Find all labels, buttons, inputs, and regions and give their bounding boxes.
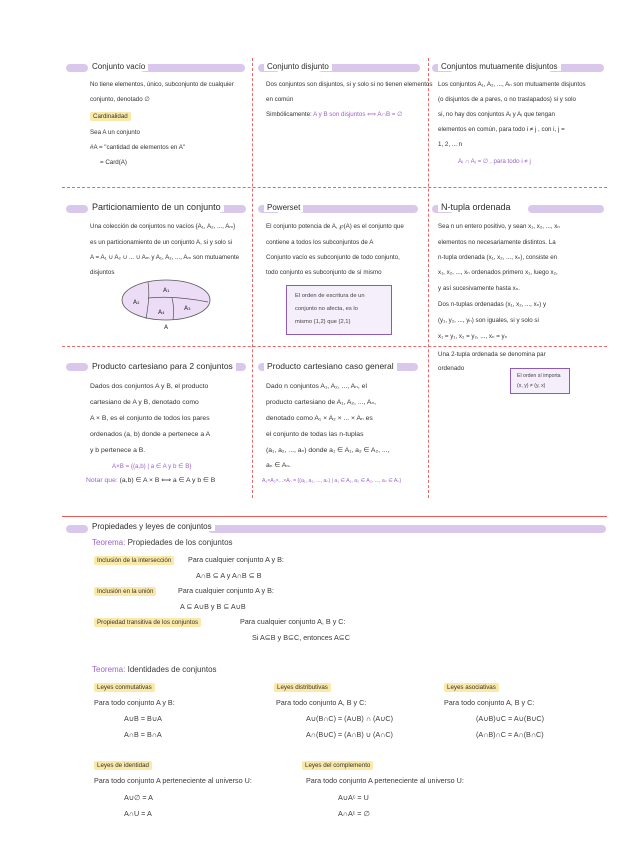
title-accent-bar (300, 205, 418, 213)
text-line: Dado n conjuntos A₁, A₂, ..., Aₙ, el (266, 383, 367, 390)
text-line: Dos conjuntos son disjuntos, si y solo si no tienen elementos (266, 81, 433, 88)
text-line (266, 110, 403, 119)
law-text: Para todo conjunto A, B y C: (276, 698, 367, 707)
note-line: conjunto no afecta, es lo (295, 306, 358, 312)
text-line: y b pertenece a B. (90, 447, 146, 454)
partition-label: A₃ (184, 305, 191, 312)
partition-diagram (118, 276, 214, 332)
formula: Aᵢ ∩ Aⱼ = ∅ , para todo i ≠ j (458, 158, 531, 165)
law-formula: A∪∅ = A (124, 793, 153, 802)
text-line: No tiene elementos, único, subconjunto de cualquier (90, 81, 234, 88)
text-line: elementos en común, para todo i ≠ j , con i, j = (438, 126, 565, 133)
law-label-highlight: Leyes de identidad (94, 761, 152, 770)
partition-label: A₂ (133, 299, 140, 306)
symbolic-formula: A y B son disjuntos ⟺ A∩B = ∅ (313, 111, 403, 118)
text-line: conjunto, denotado ∅ (90, 96, 150, 103)
notar-formula: (a,b) ∈ A × B ⟺ a ∈ A y b ∈ B (119, 477, 216, 484)
text-line: x₁ = y₁, x₂ = y₂, ..., xₙ = yₙ (438, 333, 508, 340)
text-line: (o disjuntos de a pares, o no traslapados) si y solo (438, 96, 576, 103)
law-formula: A∪(B∩C) = (A∪B) ∩ (A∪C) (306, 714, 394, 723)
text-line: A × B, es el conjunto de todos los pares (90, 415, 210, 422)
title-accent-bar (318, 64, 420, 72)
card-title: Producto cartesiano para 2 conjuntos (89, 361, 236, 371)
note-line: El orden de escritura de un (295, 293, 365, 299)
law-label-highlight: Leyes conmutativas (94, 683, 155, 692)
row-divider-2 (62, 346, 607, 347)
law-label-highlight: Propiedad transitiva de los conjuntos (94, 618, 201, 627)
symbolic-label: Simbólicamente: (266, 111, 312, 118)
text-line: todo conjunto es subconjunto de sí mismo (266, 269, 382, 276)
law-text: Para todo conjunto A perteneciente al universo U: (94, 776, 252, 785)
law-formula: A ⊆ A∪B y B ⊆ A∪B (180, 602, 246, 611)
card-title: N-tupla ordenada (438, 202, 514, 212)
text-line: cartesiano de A y B, denotado como (90, 399, 199, 406)
card-title: Producto cartesiano caso general (264, 361, 397, 371)
teorema-title: Propiedades de los conjuntos (127, 538, 233, 547)
law-formula: (A∪B)∪C = A∪(B∪C) (476, 714, 544, 723)
law-text: Para cualquier conjunto A, B y C: (240, 617, 346, 626)
law-formula: A∩B = B∩A (124, 730, 162, 739)
row-divider-1 (62, 187, 607, 188)
text-line: n-tupla ordenada (x₁, x₂, ..., xₙ), consiste en (438, 254, 558, 261)
text-line: x₁, x₂, ..., xₙ ordenados primero x₁, luego x₂, (438, 269, 558, 276)
text-line: Sea n un entero positivo, y sean x₁, x₂, ..., xₙ (438, 223, 560, 230)
subheading-highlight: Cardinalidad (90, 112, 131, 121)
text-line: ordenados (a, b) donde a pertenece a A (90, 431, 211, 438)
text-line: Una 2-tupla ordenada se denomina par (438, 351, 546, 358)
note-box (286, 285, 392, 335)
text-line: El conjunto potencia de A, ℘(A) es el conjunto que (266, 223, 404, 230)
law-formula: A∪Aᶜ = U (338, 793, 369, 802)
text-line: denotado como A₁ × A₂ × ... × Aₙ es (266, 415, 373, 422)
section-title: Propiedades y leyes de conjuntos (89, 522, 215, 531)
text-line: Dos n-tuplas ordenadas (x₁, x₂, ..., xₙ) y (438, 301, 547, 308)
law-label-highlight: Inclusión en la unión (94, 587, 156, 596)
text-line: es un particionamiento de un conjunto A, si y solo si (90, 239, 233, 246)
title-accent-bar (66, 363, 88, 371)
partition-label: A₄ (158, 309, 165, 316)
title-accent-bar (528, 205, 604, 213)
title-accent-bar (66, 525, 88, 533)
text-line: ordenado (438, 365, 465, 372)
partition-label: A₁ (163, 287, 170, 294)
law-label-highlight: Leyes distributivas (274, 683, 331, 692)
notar-label: Notar que: (86, 477, 118, 484)
text-line: si, no hay dos conjuntos Aᵢ y Aⱼ que tengan (438, 111, 555, 118)
partition-label: A (164, 324, 169, 331)
text-line: en común (266, 96, 294, 103)
card-title: Powerset (264, 203, 303, 212)
law-text: Para todo conjunto A perteneciente al universo U: (306, 776, 464, 785)
law-formula: A∪B = B∪A (124, 714, 162, 723)
note-line: El orden sí importa (517, 373, 561, 379)
law-text: Para cualquier conjunto A y B: (178, 586, 274, 595)
note-line: mismo {1,2} que {2,1} (295, 319, 351, 325)
card-title: Conjunto vacío (89, 62, 148, 71)
law-label-highlight: Inclusión de la intersección (94, 556, 174, 565)
text-line: Sea A un conjunto (90, 129, 140, 136)
law-formula: A∩Aᶜ = ∅ (338, 809, 370, 818)
law-formula: A∩(B∪C) = (A∩B) ∪ (A∩C) (306, 730, 393, 739)
law-label-highlight: Leyes asociativas (444, 683, 499, 692)
text-line: disjuntos (90, 269, 115, 276)
teorema-line (92, 538, 233, 547)
text-line: Dados dos conjuntos A y B, el producto (90, 383, 209, 390)
law-formula: Si A⊆B y B⊆C, entonces A⊆C (252, 633, 350, 642)
text-line: aₙ ∈ Aₙ. (266, 462, 291, 469)
teorema-label: Teorema: (92, 538, 126, 547)
text-line: Conjunto vacío es subconjunto de todo conjunto, (266, 254, 400, 261)
text-line: el conjunto de todas las n-tuplas (266, 431, 364, 438)
note-line: (x, y) ≠ (y, x) (517, 383, 546, 389)
law-formula: (A∩B)∩C = A∩(B∩C) (476, 730, 544, 739)
law-formula: A∩B ⊆ A y A∩B ⊆ B (196, 571, 262, 580)
column-divider-1 (252, 58, 253, 498)
text-line: Una colección de conjuntos no vacíos {A₁, A₂, ..., Aₘ} (90, 223, 236, 230)
title-accent-bar (208, 525, 606, 533)
text-line: (a₁, a₂, ..., aₙ) donde a₁ ∈ A₁, a₂ ∈ A₂, ..., (266, 447, 390, 454)
text-line: elementos no necesariamente distintos. La (438, 239, 556, 246)
text-line: 1, 2, ... n (438, 141, 463, 148)
text-line: (y₁, y₂, ..., yₙ) son iguales, si y solo si (438, 317, 539, 324)
text-line (86, 476, 215, 485)
law-text: Para cualquier conjunto A y B: (188, 555, 284, 564)
text-line: #A = "cantidad de elementos en A" (90, 144, 186, 151)
law-text: Para todo conjunto A y B: (94, 698, 175, 707)
formula: A₁×A₂×...×Aₙ = {(a₁, a₂, ..., aₙ) | a₁ ∈ A₁, a₂ ∈ A₂, ..., aₙ ∈ Aₙ} (262, 478, 402, 484)
text-line: = Card(A) (100, 159, 127, 166)
card-title: Conjunto disjunto (264, 62, 332, 71)
title-accent-bar (66, 205, 88, 213)
law-formula: A∩U = A (124, 809, 152, 818)
card-title: Conjuntos mutuamente disjuntos (438, 62, 561, 71)
teorema-label: Teorema: (92, 665, 126, 674)
teorema-line (92, 665, 217, 674)
note-box (510, 368, 570, 394)
column-divider-2 (428, 58, 429, 498)
section-divider (62, 516, 607, 517)
card-title: Particionamiento de un conjunto (89, 202, 224, 212)
text-line: Los conjuntos A₁, A₂, ..., Aₙ son mutuamente disjuntos (438, 81, 586, 88)
law-label-highlight: Leyes del complemento (302, 761, 373, 770)
text-line: producto cartesiano de A₁, A₂, ..., Aₙ, (266, 399, 377, 406)
title-accent-bar (140, 64, 245, 72)
teorema-title: Identidades de conjuntos (127, 665, 217, 674)
law-text: Para todo conjunto A, B y C: (444, 698, 535, 707)
formula: A×B = {(a,b) | a ∈ A y b ∈ B} (112, 463, 192, 470)
text-line: y así sucesivamente hasta xₙ. (438, 285, 520, 292)
text-line: contiene a todos los subconjuntos de A (266, 239, 374, 246)
title-accent-bar (66, 64, 88, 72)
text-line: A = A₁ ∪ A₂ ∪ ... ∪ Aₘ y A₁, A₂, ..., Aₘ son mutuamente (90, 254, 240, 261)
